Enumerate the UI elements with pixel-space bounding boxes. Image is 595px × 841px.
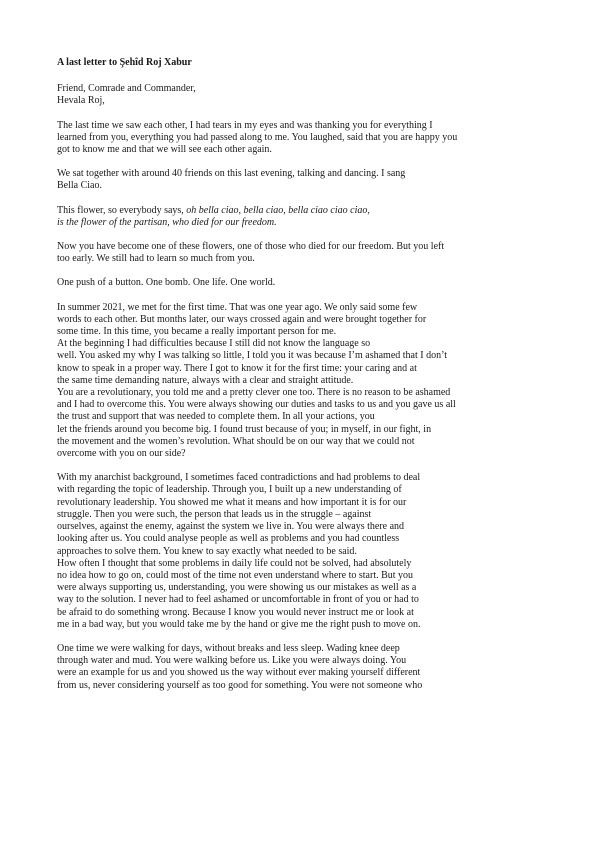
text-line [57,680,547,692]
text-segment: ourselves, against the enemy, against the system we live in. You were always there and [57,521,405,533]
text-line [57,326,547,338]
text-line [57,253,547,265]
text-segment: some time. In this time, you became a really important person for me. [57,326,337,338]
text-segment: Hevala Roj, [57,95,105,107]
text-segment: and I had to overcome this. You were always showing our duties and tasks to us and you gave us all [57,399,456,411]
text-line [57,643,547,655]
text-line [57,217,547,229]
text-segment: In summer 2021, we met for the first time. That was one year ago. We only said some few [57,301,418,313]
paragraph [57,472,547,631]
letter-body [57,83,547,692]
text-line [57,533,547,545]
text-segment: Bella Ciao. [57,180,102,192]
text-line [57,655,547,667]
text-line [57,277,547,289]
text-line [57,132,547,144]
text-line [57,497,547,509]
text-segment: let the friends around you become big. I found trust because of you; in myself, in our fight, in [57,423,432,435]
text-segment: looking after us. You could analyse people as well as problems and you had countless [57,533,400,545]
text-segment: with regarding the topic of leadership. Through you, I built up a new understanding of [57,484,402,496]
text-line [57,83,547,95]
text-segment: overcome with you on our side? [57,448,186,460]
text-line [57,411,547,423]
text-segment: through water and mud. You were walking before us. Like you were always doing. You [57,655,407,667]
text-line [57,484,547,496]
paragraph [57,277,547,289]
text-segment: the same time demanding nature, always with a clear and straight attitude. [57,374,354,386]
text-line [57,448,547,460]
text-segment: You are a revolutionary, you told me and a pretty clever one too. There is no reason to be ashamed [57,387,451,399]
text-segment: well. You asked my why I was talking so little, I told you it was because I’m ashamed that I don’t [57,350,448,362]
text-line [57,619,547,631]
text-segment: were an example for us and you showed us the way without ever making yourself different [57,667,421,679]
text-segment: know to speak in a proper way. There I got to know it for the first time: your caring and at [57,362,417,374]
text-segment: were always supporting us, understanding, you were showing us our mistakes as well as a [57,582,417,594]
text-segment: too early. We still had to learn so much from you. [57,253,255,265]
text-line [57,375,547,387]
text-line [57,95,547,107]
text-line [57,180,547,192]
text-line [57,436,547,448]
text-line [57,521,547,533]
text-line [57,472,547,484]
text-segment: learned from you, everything you had passed along to me. You laughed, said that you are happy you [57,131,458,143]
text-segment: One time we were walking for days, without breaks and less sleep. Wading knee deep [57,642,400,654]
text-line [57,424,547,436]
text-segment: With my anarchist background, I sometimes faced contradictions and had problems to deal [57,472,421,484]
text-line [57,582,547,594]
text-segment: approaches to solve them. You knew to say exactly what needed to be said. [57,545,357,557]
text-line [57,570,547,582]
paragraph [57,83,547,107]
paragraph [57,205,547,229]
text-segment: Now you have become one of these flowers, one of those who died for our freedom. But you left [57,241,445,253]
text-line [57,607,547,619]
text-segment: the trust and support that was needed to complete them. In all your actions, you [57,411,375,423]
text-segment: got to know me and that we will see each other again. [57,144,272,156]
text-segment: At the beginning I had difficulties because I still did not know the language so [57,338,371,350]
text-segment: me in a bad way, but you would take me by the hand or give me the right push to move on. [57,618,421,630]
text-line [57,363,547,375]
text-line [57,558,547,570]
italic-text-segment: is the flower of the partisan, who died for our freedom. [57,216,277,228]
text-line [57,168,547,180]
text-line [57,314,547,326]
text-segment: We sat together with around 40 friends on this last evening, talking and dancing. I sang [57,168,406,180]
text-segment: How often I thought that some problems in daily life could not be solved, had absolutely [57,557,412,569]
paragraph [57,120,547,157]
text-segment: way to the solution. I never had to feel ashamed or uncomfortable in front of you or had to [57,594,419,606]
document-page [57,57,547,704]
text-line [57,594,547,606]
text-segment: no idea how to go on, could most of the time not even understand where to start. But you [57,569,414,581]
text-line [57,546,547,558]
text-line [57,509,547,521]
text-line [57,387,547,399]
text-segment: Friend, Comrade and Commander, [57,83,196,95]
text-line [57,399,547,411]
italic-text-segment: oh bella ciao, bella ciao, bella ciao ciao ciao, [186,204,370,216]
text-line [57,120,547,132]
letter-title: A last letter to Şehîd Roj Xabur [57,57,192,68]
text-segment: The last time we saw each other, I had tears in my eyes and was thanking you for everything I [57,119,433,131]
text-line [57,144,547,156]
paragraph [57,643,547,692]
text-segment: from us, never considering yourself as too good for something. You were not someone who [57,679,423,691]
text-line [57,338,547,350]
text-segment: be afraid to do something wrong. Because I know you would never instruct me or look at [57,606,414,618]
text-segment: One push of a button. One bomb. One life. One world. [57,277,276,289]
paragraph [57,241,547,265]
paragraph [57,168,547,192]
text-segment: This flower, so everybody says, [57,204,187,216]
text-line [57,241,547,253]
text-segment: the movement and the women’s revolution. What should be on our way that we could not [57,435,415,447]
text-segment: words to each other. But months later, our ways crossed again and were brought together for [57,313,427,325]
text-line [57,205,547,217]
paragraph [57,302,547,461]
text-line [57,667,547,679]
text-line [57,350,547,362]
text-segment: struggle. Then you were such, the person that leads us in the struggle – against [57,508,372,520]
text-segment: revolutionary leadership. You showed me what it means and how important it is for our [57,496,407,508]
text-line [57,302,547,314]
